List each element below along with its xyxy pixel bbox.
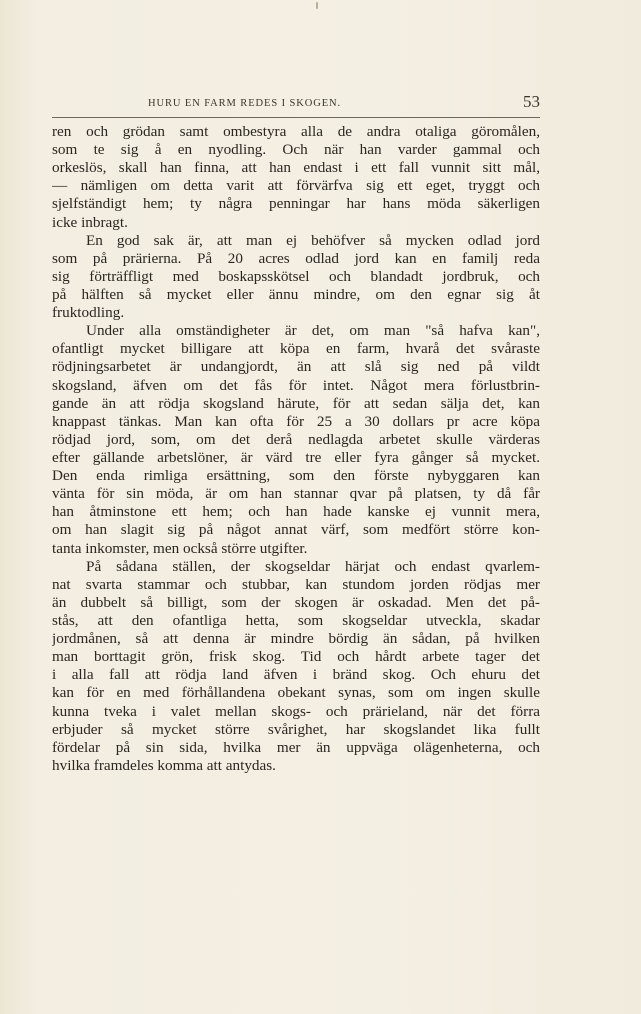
text-line: Under alla omständigheter är det, om man "så hafva kan",	[86, 322, 540, 340]
text-line: än dubbelt så billigt, som der skogen är oskadad. Men det på-	[52, 593, 540, 611]
running-title: HURU EN FARM REDES I SKOGEN.	[148, 98, 342, 109]
body-text	[52, 123, 540, 775]
text-line: vänta för sin möda, är om han stannar qvar på platsen, ty då får	[52, 485, 540, 503]
text-line: jordmånen, så att denna är mindre bördig än sådan, på hvilken	[52, 630, 540, 648]
text-line: man borttagit grön, frisk skog. Tid och hårdt arbete tager det	[52, 648, 540, 666]
text-line: på hälften så mycket eller ännu mindre, om den egnar sig åt	[52, 285, 540, 303]
text-line: efter gällande arbetslöner, är värd tre eller fyra gånger så mycket.	[52, 448, 540, 466]
text-line: fruktodling.	[52, 304, 125, 322]
text-line: stås, att den ofantliga hetta, som skogseldar utveckla, skadar	[52, 611, 540, 629]
text-line: tanta inkomster, men också större utgifter.	[52, 539, 308, 557]
text-line: — nämligen om detta varit att förvärfva sig ett eget, tryggt och	[52, 177, 540, 195]
header-rule	[52, 117, 540, 118]
text-line: Den enda rimliga ersättning, som den förste nybyggaren kan	[52, 467, 540, 485]
text-line: rödjningsarbetet är undangjordt, än att slå sig ned på vildt	[52, 358, 540, 376]
text-line: skogsland, äfven om det fås för intet. Något mera förlustbrin-	[52, 376, 540, 394]
text-line: sjelfständigt hem; ty några penningar har hans möda säkerligen	[52, 195, 540, 213]
text-line: orkeslös, skall han finna, att han endast i ett fall vunnit sitt mål,	[52, 159, 540, 177]
text-line: som te sig å en nyodling. Och när han varder gammal och	[52, 141, 540, 159]
text-line: nat svarta stammar och stubbar, kan stundom jorden rödjas mer	[52, 575, 540, 593]
text-line: sig förträffligt med boskapsskötsel och blandadt jordbruk, och	[52, 267, 540, 285]
text-line: fördelar på sin sida, hvilka mer än uppväga olägenheterna, och	[52, 738, 540, 756]
text-line: På sådana ställen, der skogseldar härjat och endast qvarlem-	[86, 557, 540, 575]
text-line: En god sak är, att man ej behöfver så mycken odlad jord	[86, 231, 540, 249]
text-line: gande än att rödja skogsland härute, för att sedan sälja det, kan	[52, 394, 540, 412]
text-line: om han slagit sig på något annat värf, som medfört större kon-	[52, 521, 540, 539]
text-line: i alla fall att rödja land äfven i bränd skog. Och ehuru det	[52, 666, 540, 684]
text-line: hvilka framdeles komma att antydas.	[52, 756, 276, 774]
text-line: erbjuder så mycket större svårighet, har skogslandet lika fullt	[52, 720, 540, 738]
text-line: ren och grödan samt ombestyra alla de andra otaliga göromålen,	[52, 123, 540, 140]
text-line: kan för en med förhållandena obekant synas, som om ingen skulle	[52, 684, 540, 702]
text-line: rödjad jord, som, om det derå nedlagda arbetet skulle värderas	[52, 430, 540, 448]
text-line: knappast tänkas. Man kan ofta för 25 a 30 dollars pr acre köpa	[52, 412, 540, 430]
text-line: ofantligt mycket billigare att köpa en farm, hvarå det svåraste	[52, 340, 540, 358]
text-line: icke inbragt.	[52, 213, 128, 231]
paper-blemish	[316, 2, 318, 9]
text-line: han åtminstone ett hem; och han hade kanske ej vunnit mera,	[52, 503, 540, 521]
running-head	[52, 90, 540, 114]
text-line: kunna tveka i valet mellan skogs- och prärieland, när det förra	[52, 702, 540, 720]
text-line: som på prärierna. På 20 acres odlad jord kan en familj reda	[52, 249, 540, 267]
page-number: 53	[523, 92, 540, 111]
